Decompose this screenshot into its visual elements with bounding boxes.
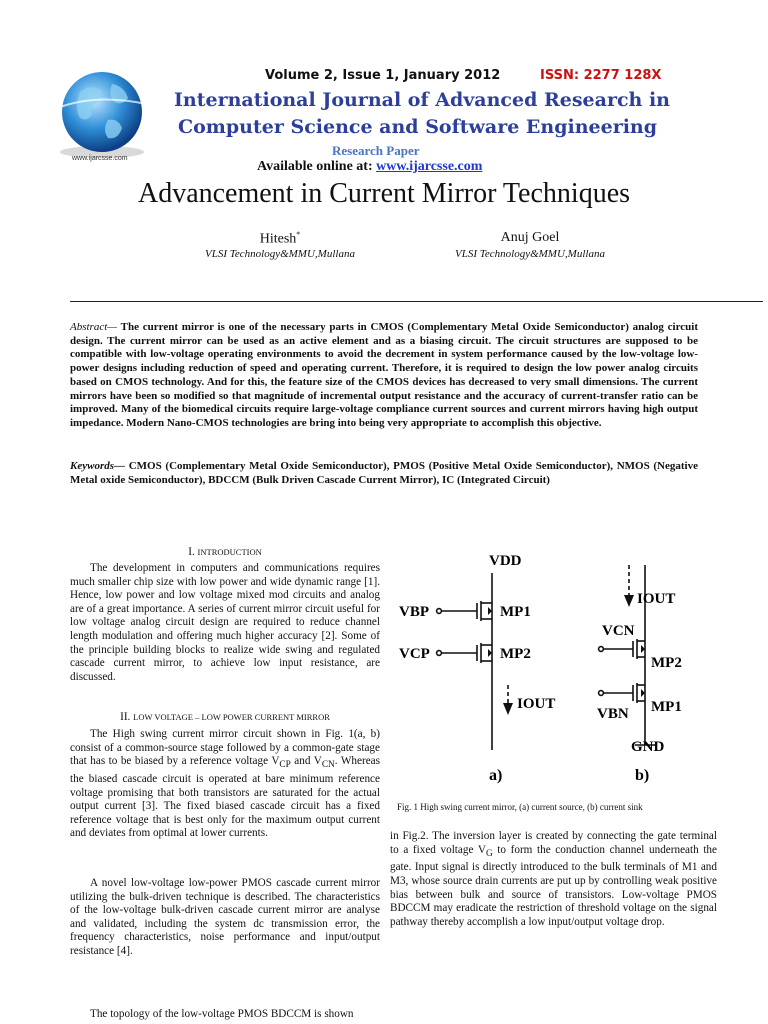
p2-text-b: and V — [290, 755, 322, 768]
label-mp2-b: MP2 — [651, 655, 682, 671]
logo-url: www.ijarcsse.com — [72, 155, 128, 162]
figure-1-caption: Fig. 1 High swing current mirror, (a) current source, (b) current sink — [397, 802, 643, 812]
paper-title: Advancement in Current Mirror Techniques — [137, 178, 631, 209]
section-2-paragraph-3: The topology of the low-voltage PMOS BDCCM is shown — [90, 1008, 354, 1020]
author-1-affiliation: VLSI Technology&MMU,Mullana — [205, 248, 355, 260]
section-2-paragraph-1 — [70, 728, 380, 841]
keywords-text: CMOS (Complementary Metal Oxide Semiconductor), PMOS (Positive Metal Oxide Semiconductor), NMOS (Negative Metal oxide Semiconductor), BDCCM (Bulk Driven Cascade Current Mirror), IC (Integrated Circuit) — [70, 460, 698, 486]
author-1-mark: * — [296, 230, 301, 239]
section-1-paragraph: The development in computers and communications requires much smaller chip size with low power and wide dynamic range [1]. Hence, low power and low voltage mixed mod circuits and analog are of a great importance. A series of current mirror circuit useful for low voltage analog circuit design are required to reduce channel length modulation and offering much higher accuracy [2]. Some of the principle building blocks to realize wide swing and regulated cascade current mirror, to achieve low input resistance, are discussed. — [70, 562, 380, 683]
p2-sub-cp: CP — [279, 760, 291, 771]
author-2-affiliation: VLSI Technology&MMU,Mullana — [455, 248, 605, 260]
keywords-label: Keywords— — [70, 460, 125, 472]
section-1-number: I. — [188, 546, 195, 558]
p5-text-b: to form the conduction channel underneath the gate. Input signal is directly introduced to the bulk terminals of M1 and M3, whose source drain currents are put up by controlling weak positive bias between bulk and source of transistors. Low-voltage PMOS BDCCM may eradicate the restriction of threshold voltage on the signal pathway thereby accomplish a low input/output voltage drop. — [390, 843, 717, 928]
p5-text-a: in Fig.2. The inversion layer is created by connecting the gate terminal to a fixed voltage V — [390, 830, 717, 856]
journal-link[interactable]: www.ijarcsse.com — [376, 159, 483, 174]
label-mp1-a: MP1 — [500, 604, 531, 620]
label-vdd: VDD — [489, 553, 522, 569]
journal-title-line2: Computer Science and Software Engineering — [178, 116, 658, 138]
abstract — [70, 321, 698, 431]
label-vbp: VBP — [399, 604, 429, 620]
label-vcn: VCN — [602, 623, 635, 639]
label-vcp: VCP — [399, 646, 430, 662]
section-2-title: LOW VOLTAGE – LOW POWER CURRENT MIRROR — [133, 712, 330, 722]
section-2-number: II. — [120, 711, 131, 723]
available-prefix: Available online at: — [257, 159, 377, 174]
label-gnd: GND — [631, 739, 665, 755]
available-online — [257, 159, 482, 175]
p2-text-a: The High swing current mirror circuit shown in Fig. 1(a, b) consist of a common-source stage followed by a common-gate stage that has to be biased by a reference voltage V — [70, 728, 380, 768]
label-b: b) — [635, 767, 650, 784]
p2-text-c: . Whereas the biased cascade circuit is operated at bare minimum reference voltage promising that both transistors are saturated for the actual output current [3]. The fixed biased cascade circuit has a fixed reference voltage that is best only for the maximum output current and deviates from optimal at lower currents. — [70, 755, 380, 840]
section-2-heading — [70, 711, 380, 723]
label-vbn: VBN — [597, 706, 629, 722]
issn: ISSN: 2277 128X — [540, 68, 662, 83]
label-mp1-b: MP1 — [651, 699, 682, 715]
p5-sub-g: G — [485, 848, 493, 859]
keywords — [70, 460, 698, 487]
label-iout-a: IOUT — [517, 696, 556, 712]
author-1-name-text: Hitesh — [259, 231, 297, 247]
author-1-name — [180, 230, 380, 248]
label-iout-b: IOUT — [637, 591, 676, 607]
label-mp2-a: MP2 — [500, 646, 531, 662]
right-column-paragraph — [390, 830, 717, 929]
section-1-title: INTRODUCTION — [197, 547, 262, 557]
section-2-paragraph-2: A novel low-voltage low-power PMOS cascade current mirror utilizing the bulk-driven technique is described. The characteristics of the low-voltage bulk-driven cascade current mirror are analyse and validated, including the system dc transmission error, the frequency characteristics, noise performance and input/output resistance [4]. — [70, 877, 380, 957]
paper-type: Research Paper — [332, 143, 420, 158]
header-rule — [70, 301, 763, 302]
abstract-text: The current mirror is one of the necessary parts in CMOS (Complementary Metal Oxide Semiconductor) analog circuit design. The current mirror can be used as an active element and as a biasing circuit. The circuit structures are supposed to be compatible with low-voltage operating environments to avoid the decrement in system performance caused by the low-voltage low-power designs including reduction of speed and operating current. Therefore, it is required to design the low power analog circuits based on CMOS technology. And for this, the feature size of the CMOS devices has decreased to very small dimensions. The current mirrors have been so modified so that magnitude of incremental output resistance and the accuracy of current-transfer ratio can be improved. Many of the biomedical circuits require large-voltage compliance current sources and current mirrors having high output impedance. Modern Nano-CMOS technologies are bring into being very appropriate to accomplish this objective. — [70, 321, 698, 429]
label-a: a) — [489, 767, 503, 784]
author-2-name: Anuj Goel — [500, 230, 560, 245]
section-1-heading — [70, 546, 380, 558]
abstract-label: Abstract— — [70, 321, 118, 333]
volume-issue: Volume 2, Issue 1, January 2012 — [265, 68, 501, 83]
journal-title-line1: International Journal of Advanced Research in — [174, 89, 670, 111]
p2-sub-cn: CN — [321, 760, 335, 771]
figure-1-circuit — [397, 545, 717, 790]
